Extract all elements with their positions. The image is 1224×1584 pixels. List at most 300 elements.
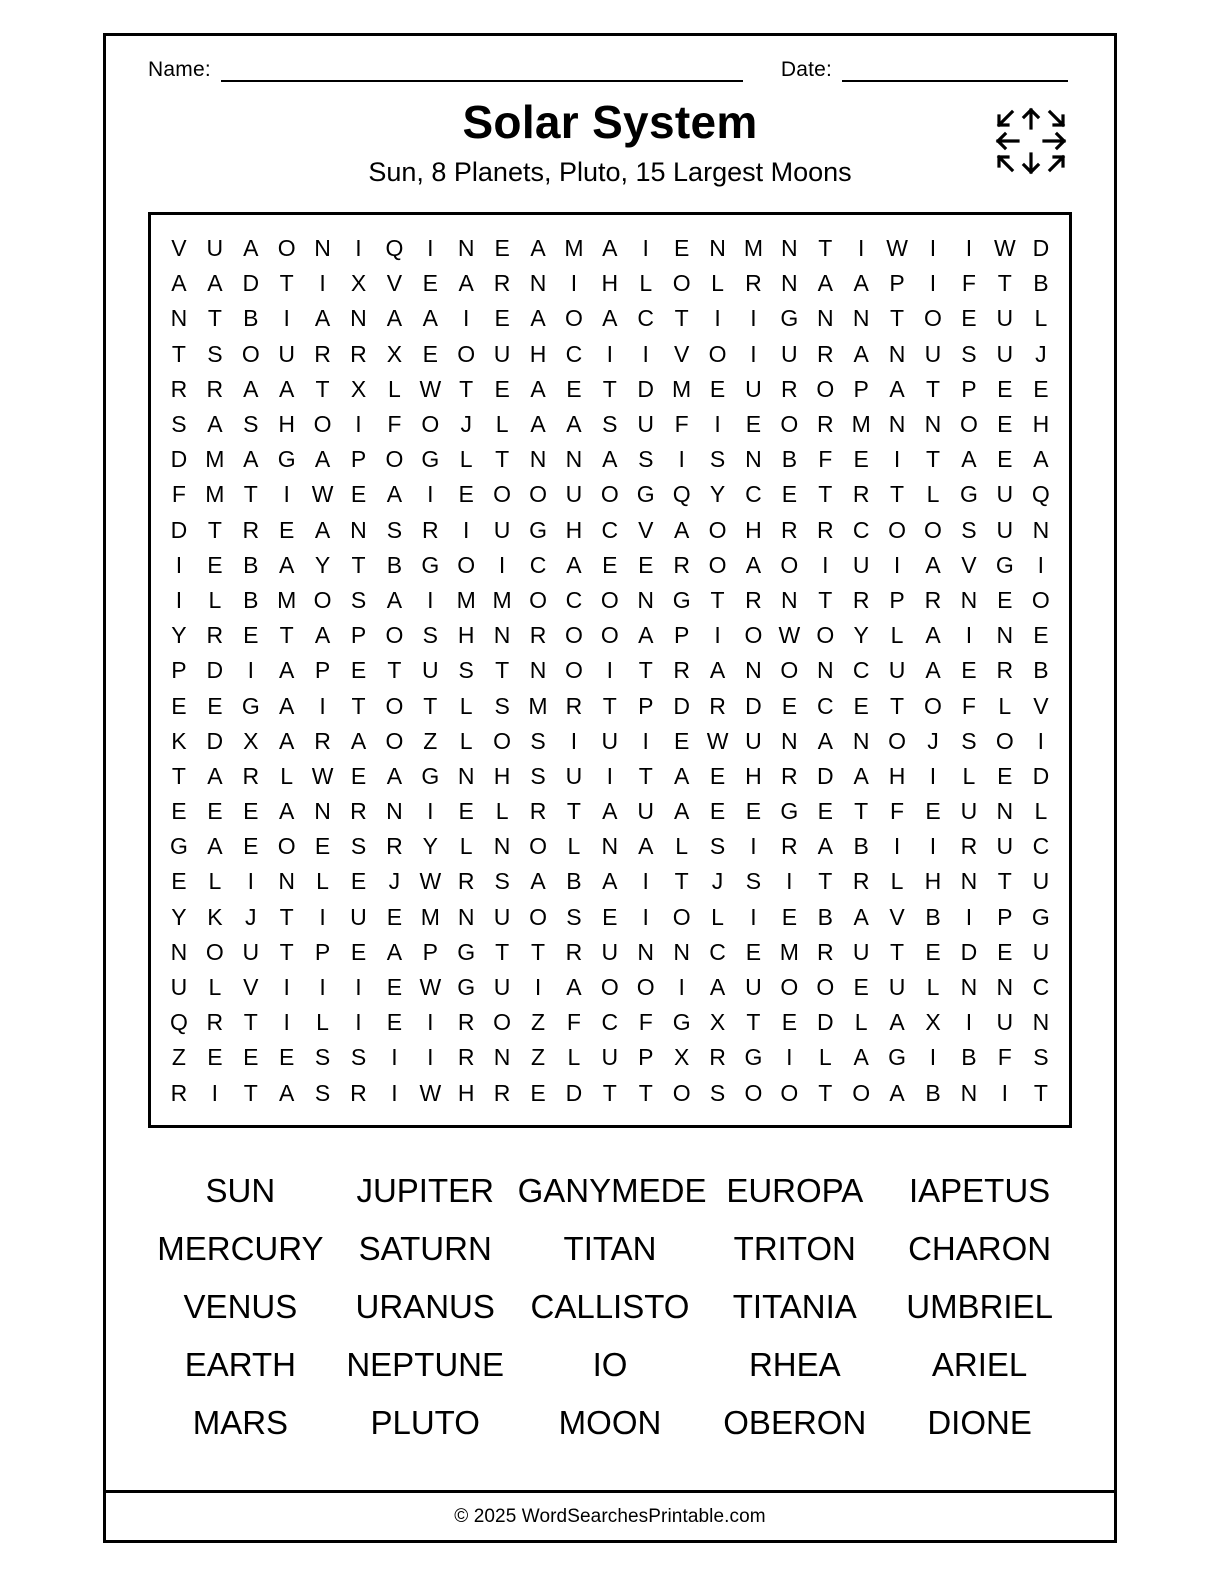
letter-cell[interactable]: E	[1033, 375, 1049, 402]
word-list-item[interactable]: IAPETUS	[908, 1172, 1051, 1210]
letter-cell[interactable]: F	[638, 1009, 653, 1036]
letter-cell[interactable]: U	[493, 903, 511, 930]
letter-cell[interactable]: A	[279, 657, 295, 684]
letter-cell[interactable]: S	[171, 411, 187, 438]
word-list-item[interactable]: TITAN	[563, 1230, 657, 1268]
letter-cell[interactable]: E	[243, 798, 259, 825]
letter-cell[interactable]: E	[925, 798, 941, 825]
letter-cell[interactable]: B	[386, 551, 403, 578]
word-list-item[interactable]: SUN	[205, 1172, 276, 1210]
letter-cell[interactable]: E	[745, 411, 762, 438]
letter-cell[interactable]: I	[642, 903, 649, 930]
letter-cell[interactable]: A	[817, 833, 833, 860]
letter-cell[interactable]: R	[493, 270, 511, 297]
letter-cell[interactable]: P	[638, 1044, 654, 1071]
letter-cell[interactable]: O	[780, 411, 799, 438]
letter-cell[interactable]: I	[283, 974, 290, 1001]
letter-cell[interactable]: A	[422, 305, 438, 332]
letter-cell[interactable]: T	[243, 1009, 258, 1036]
letter-cell[interactable]: S	[638, 446, 654, 473]
letter-cell[interactable]: O	[852, 1079, 871, 1106]
letter-cell[interactable]: N	[745, 657, 762, 684]
letter-cell[interactable]: R	[170, 375, 188, 402]
letter-cell[interactable]: G	[672, 586, 691, 613]
letter-cell[interactable]: U	[745, 375, 762, 402]
letter-cell[interactable]: O	[493, 481, 512, 508]
letter-cell[interactable]: R	[816, 411, 834, 438]
letter-cell[interactable]: A	[853, 270, 869, 297]
letter-cell[interactable]: I	[283, 1009, 290, 1036]
letter-cell[interactable]: Y	[171, 903, 187, 930]
letter-cell[interactable]: L	[998, 692, 1012, 719]
letter-cell[interactable]: A	[243, 375, 259, 402]
letter-cell[interactable]: T	[746, 1009, 761, 1036]
letter-cell[interactable]: H	[888, 762, 906, 789]
letter-cell[interactable]: I	[391, 1044, 398, 1071]
letter-cell[interactable]: I	[534, 974, 542, 1001]
letter-cell[interactable]: T	[818, 235, 833, 262]
letter-cell[interactable]: P	[422, 938, 438, 965]
letter-cell[interactable]: T	[638, 657, 653, 684]
letter-cell[interactable]: I	[355, 235, 362, 262]
letter-cell[interactable]: C	[816, 692, 834, 719]
letter-cell[interactable]: A	[207, 833, 223, 860]
letter-cell[interactable]: S	[494, 692, 510, 719]
letter-cell[interactable]: A	[530, 411, 546, 438]
letter-cell[interactable]: A	[638, 622, 654, 649]
letter-cell[interactable]: O	[672, 903, 691, 930]
letter-cell[interactable]: C	[1032, 974, 1050, 1001]
letter-cell[interactable]: T	[602, 692, 617, 719]
letter-cell[interactable]: I	[319, 692, 326, 719]
letter-cell[interactable]: N	[1032, 516, 1050, 543]
letter-cell[interactable]: O	[313, 411, 332, 438]
letter-cell[interactable]: Q	[385, 235, 404, 262]
letter-cell[interactable]: A	[853, 1044, 869, 1071]
letter-cell[interactable]: O	[457, 551, 476, 578]
letter-cell[interactable]: U	[888, 657, 906, 684]
letter-cell[interactable]: Z	[423, 727, 438, 754]
letter-cell[interactable]: B	[961, 1044, 977, 1071]
letter-cell[interactable]: L	[495, 411, 509, 438]
letter-cell[interactable]: E	[458, 798, 474, 825]
letter-cell[interactable]: U	[1032, 868, 1050, 895]
letter-cell[interactable]: M	[851, 411, 871, 438]
letter-cell[interactable]: P	[889, 586, 905, 613]
letter-cell[interactable]: L	[962, 762, 976, 789]
letter-cell[interactable]: E	[422, 270, 438, 297]
letter-cell[interactable]: E	[925, 938, 941, 965]
letter-cell[interactable]: T	[243, 481, 258, 508]
letter-cell[interactable]: C	[852, 657, 870, 684]
letter-cell[interactable]: G	[277, 446, 296, 473]
letter-cell[interactable]: E	[997, 586, 1013, 613]
word-list-item[interactable]: NEPTUNE	[346, 1346, 505, 1384]
letter-cell[interactable]: J	[460, 411, 472, 438]
letter-cell[interactable]: F	[818, 446, 833, 473]
letter-cell[interactable]: O	[816, 375, 835, 402]
letter-cell[interactable]: G	[672, 1009, 691, 1036]
letter-cell[interactable]: A	[243, 446, 259, 473]
letter-cell[interactable]: R	[816, 340, 834, 367]
word-list-item[interactable]: UMBRIEL	[906, 1288, 1053, 1326]
letter-cell[interactable]: E	[386, 974, 403, 1001]
letter-cell[interactable]: E	[961, 305, 977, 332]
letter-cell[interactable]: A	[350, 727, 367, 754]
letter-cell[interactable]: O	[529, 586, 547, 613]
letter-cell[interactable]: L	[926, 481, 940, 508]
letter-cell[interactable]: T	[925, 446, 941, 473]
letter-cell[interactable]: C	[601, 1009, 619, 1036]
letter-cell[interactable]: I	[965, 1009, 973, 1036]
letter-cell[interactable]: I	[606, 762, 614, 789]
letter-cell[interactable]: A	[207, 762, 223, 789]
letter-cell[interactable]: I	[714, 411, 721, 438]
letter-cell[interactable]: P	[889, 270, 905, 297]
letter-cell[interactable]: E	[207, 551, 223, 578]
letter-cell[interactable]: U	[493, 974, 511, 1001]
letter-cell[interactable]: E	[494, 305, 510, 332]
letter-cell[interactable]: S	[350, 586, 367, 613]
letter-cell[interactable]: W	[419, 868, 442, 895]
letter-cell[interactable]: F	[890, 798, 905, 825]
letter-cell[interactable]: I	[391, 1079, 398, 1106]
letter-cell[interactable]: O	[924, 692, 942, 719]
letter-cell[interactable]: X	[386, 340, 403, 367]
letter-cell[interactable]: N	[529, 657, 547, 684]
letter-cell[interactable]: M	[743, 235, 764, 262]
letter-cell[interactable]: X	[350, 270, 367, 297]
letter-cell[interactable]: X	[709, 1009, 726, 1036]
letter-cell[interactable]: O	[995, 727, 1014, 754]
letter-cell[interactable]: U	[852, 551, 870, 578]
word-list-item[interactable]: RHEA	[748, 1346, 841, 1384]
letter-cell[interactable]: H	[457, 1079, 475, 1106]
letter-cell[interactable]: A	[602, 446, 618, 473]
letter-cell[interactable]: C	[745, 481, 762, 508]
letter-cell[interactable]: E	[386, 1009, 403, 1036]
letter-cell[interactable]: E	[709, 762, 726, 789]
letter-cell[interactable]: L	[890, 868, 904, 895]
letter-cell[interactable]: I	[929, 270, 937, 297]
letter-cell[interactable]: A	[386, 938, 403, 965]
letter-cell[interactable]: O	[816, 622, 835, 649]
letter-cell[interactable]: A	[279, 692, 295, 719]
letter-cell[interactable]: L	[567, 833, 581, 860]
word-list-item[interactable]: URANUS	[355, 1288, 495, 1326]
word-list-item[interactable]: JUPITER	[356, 1172, 494, 1210]
letter-cell[interactable]: T	[997, 270, 1012, 297]
letter-cell[interactable]: N	[816, 305, 834, 332]
letter-cell[interactable]: U	[565, 762, 583, 789]
letter-cell[interactable]: C	[852, 516, 870, 543]
letter-cell[interactable]: E	[638, 551, 654, 578]
letter-cell[interactable]: U	[745, 727, 762, 754]
letter-cell[interactable]: O	[564, 305, 583, 332]
letter-cell[interactable]: B	[1033, 657, 1049, 684]
letter-cell[interactable]: O	[708, 340, 727, 367]
letter-cell[interactable]: W	[419, 375, 442, 402]
letter-cell[interactable]: H	[278, 411, 295, 438]
letter-cell[interactable]: N	[960, 868, 978, 895]
letter-cell[interactable]: R	[709, 1044, 726, 1071]
letter-cell[interactable]: Z	[530, 1009, 546, 1036]
letter-cell[interactable]: R	[421, 516, 439, 543]
letter-cell[interactable]: A	[602, 305, 618, 332]
letter-cell[interactable]: T	[638, 1079, 653, 1106]
letter-cell[interactable]: V	[1033, 692, 1049, 719]
letter-cell[interactable]: O	[780, 1079, 799, 1106]
letter-cell[interactable]: W	[419, 974, 442, 1001]
letter-cell[interactable]: I	[319, 270, 326, 297]
letter-cell[interactable]: V	[243, 974, 259, 1001]
word-list-item[interactable]: PLUTO	[370, 1404, 480, 1442]
letter-cell[interactable]: G	[780, 305, 799, 332]
letter-cell[interactable]: I	[750, 340, 757, 367]
letter-cell[interactable]: N	[457, 762, 475, 789]
letter-cell[interactable]: R	[386, 833, 403, 860]
letter-cell[interactable]: A	[673, 516, 690, 543]
letter-cell[interactable]: G	[959, 481, 978, 508]
letter-cell[interactable]: T	[997, 868, 1012, 895]
letter-cell[interactable]: E	[494, 235, 510, 262]
letter-cell[interactable]: K	[207, 903, 223, 930]
letter-cell[interactable]: G	[888, 1044, 907, 1071]
letter-cell[interactable]: N	[960, 1079, 978, 1106]
letter-cell[interactable]: O	[457, 340, 476, 367]
letter-cell[interactable]: P	[350, 446, 367, 473]
letter-cell[interactable]: Y	[314, 551, 331, 578]
letter-cell[interactable]: Q	[170, 1009, 188, 1036]
letter-cell[interactable]: R	[314, 727, 331, 754]
letter-cell[interactable]: F	[171, 481, 186, 508]
letter-cell[interactable]: E	[386, 903, 403, 930]
letter-cell[interactable]: O	[1031, 586, 1050, 613]
letter-cell[interactable]: R	[816, 516, 834, 543]
letter-cell[interactable]: G	[421, 446, 440, 473]
letter-cell[interactable]: S	[422, 622, 438, 649]
letter-cell[interactable]: T	[279, 903, 294, 930]
letter-cell[interactable]: Y	[709, 481, 726, 508]
letter-cell[interactable]: O	[600, 481, 619, 508]
letter-cell[interactable]: L	[1034, 305, 1048, 332]
letter-cell[interactable]: P	[853, 375, 869, 402]
letter-cell[interactable]: N	[637, 938, 655, 965]
letter-cell[interactable]: A	[817, 270, 833, 297]
letter-cell[interactable]: N	[781, 727, 798, 754]
letter-cell[interactable]: T	[818, 481, 833, 508]
letter-cell[interactable]: E	[853, 974, 869, 1001]
letter-cell[interactable]: E	[314, 833, 331, 860]
letter-cell[interactable]: L	[639, 270, 653, 297]
letter-cell[interactable]: L	[495, 798, 509, 825]
letter-cell[interactable]: A	[171, 270, 187, 297]
letter-cell[interactable]: E	[997, 375, 1013, 402]
letter-cell[interactable]: W	[311, 481, 334, 508]
letter-cell[interactable]: L	[567, 1044, 581, 1071]
letter-cell[interactable]: I	[355, 1009, 362, 1036]
letter-cell[interactable]: E	[745, 938, 762, 965]
letter-cell[interactable]: N	[852, 305, 870, 332]
letter-cell[interactable]: R	[350, 1079, 367, 1106]
letter-cell[interactable]: O	[636, 974, 655, 1001]
letter-cell[interactable]: L	[208, 586, 222, 613]
letter-cell[interactable]: M	[420, 903, 440, 930]
letter-cell[interactable]: E	[207, 798, 223, 825]
letter-cell[interactable]: H	[529, 340, 547, 367]
letter-cell[interactable]: H	[745, 516, 762, 543]
letter-cell[interactable]: N	[314, 798, 331, 825]
letter-cell[interactable]: M	[492, 586, 512, 613]
letter-cell[interactable]: N	[350, 516, 367, 543]
letter-cell[interactable]: R	[350, 340, 367, 367]
letter-cell[interactable]: N	[457, 235, 475, 262]
letter-cell[interactable]: I	[498, 551, 506, 578]
letter-cell[interactable]: O	[385, 622, 404, 649]
letter-cell[interactable]: U	[1032, 938, 1050, 965]
letter-cell[interactable]: E	[745, 798, 762, 825]
letter-cell[interactable]: R	[852, 868, 870, 895]
letter-cell[interactable]: T	[459, 375, 474, 402]
letter-cell[interactable]: N	[1032, 1009, 1050, 1036]
letter-cell[interactable]: L	[459, 446, 473, 473]
letter-cell[interactable]: C	[1032, 833, 1050, 860]
letter-cell[interactable]: I	[750, 833, 757, 860]
letter-cell[interactable]: S	[961, 727, 977, 754]
letter-cell[interactable]: U	[924, 340, 942, 367]
letter-cell[interactable]: U	[996, 340, 1014, 367]
letter-cell[interactable]: R	[457, 868, 475, 895]
letter-cell[interactable]: R	[781, 762, 798, 789]
letter-cell[interactable]: D	[242, 270, 260, 297]
letter-cell[interactable]: S	[458, 657, 474, 684]
letter-cell[interactable]: L	[387, 375, 401, 402]
letter-cell[interactable]: E	[673, 235, 690, 262]
letter-cell[interactable]: E	[458, 481, 474, 508]
letter-cell[interactable]: T	[638, 762, 653, 789]
letter-cell[interactable]: I	[642, 235, 649, 262]
letter-cell[interactable]: S	[243, 411, 259, 438]
letter-cell[interactable]: I	[175, 551, 183, 578]
letter-cell[interactable]: U	[493, 340, 511, 367]
word-list-item[interactable]: CALLISTO	[530, 1288, 690, 1326]
letter-cell[interactable]: E	[817, 798, 833, 825]
letter-cell[interactable]: I	[893, 833, 901, 860]
letter-cell[interactable]: S	[530, 727, 546, 754]
letter-cell[interactable]: J	[245, 903, 257, 930]
letter-cell[interactable]: O	[816, 974, 835, 1001]
letter-cell[interactable]: Y	[171, 622, 187, 649]
letter-cell[interactable]: U	[888, 974, 906, 1001]
letter-cell[interactable]: T	[1033, 1079, 1048, 1106]
letter-cell[interactable]: V	[673, 340, 690, 367]
letter-cell[interactable]: R	[350, 798, 367, 825]
word-list-item[interactable]: TITANIA	[732, 1288, 857, 1326]
letter-cell[interactable]: G	[744, 1044, 763, 1071]
letter-cell[interactable]: U	[601, 727, 619, 754]
letter-cell[interactable]: J	[388, 868, 401, 895]
letter-cell[interactable]: I	[463, 516, 470, 543]
letter-cell[interactable]: I	[175, 586, 183, 613]
letter-cell[interactable]: C	[601, 516, 619, 543]
letter-cell[interactable]: C	[709, 938, 726, 965]
word-list-item[interactable]: TRITON	[733, 1230, 856, 1268]
letter-cell[interactable]: H	[493, 762, 511, 789]
letter-cell[interactable]: B	[243, 305, 259, 332]
letter-cell[interactable]: T	[818, 586, 833, 613]
letter-cell[interactable]: M	[277, 586, 297, 613]
letter-cell[interactable]: S	[745, 868, 762, 895]
letter-cell[interactable]: W	[706, 727, 729, 754]
letter-cell[interactable]: B	[243, 551, 259, 578]
letter-cell[interactable]: A	[386, 305, 403, 332]
letter-cell[interactable]: O	[924, 516, 942, 543]
letter-cell[interactable]: O	[277, 235, 296, 262]
letter-cell[interactable]: I	[1001, 1079, 1008, 1106]
letter-cell[interactable]: U	[242, 938, 260, 965]
letter-cell[interactable]: I	[427, 1044, 434, 1071]
letter-cell[interactable]: T	[602, 375, 617, 402]
letter-cell[interactable]: P	[961, 375, 977, 402]
letter-cell[interactable]: E	[1033, 622, 1049, 649]
letter-cell[interactable]: U	[493, 516, 511, 543]
letter-cell[interactable]: A	[889, 1079, 905, 1106]
letter-cell[interactable]: E	[961, 657, 977, 684]
letter-cell[interactable]: I	[678, 974, 685, 1001]
letter-cell[interactable]: I	[283, 305, 290, 332]
letter-cell[interactable]: F	[674, 411, 689, 438]
letter-cell[interactable]: I	[642, 727, 649, 754]
letter-cell[interactable]: I	[714, 622, 721, 649]
letter-cell[interactable]: T	[495, 446, 510, 473]
letter-cell[interactable]: A	[314, 446, 331, 473]
letter-cell[interactable]: P	[171, 657, 187, 684]
letter-cell[interactable]: L	[208, 974, 222, 1001]
letter-cell[interactable]: R	[709, 692, 726, 719]
letter-cell[interactable]: L	[854, 1009, 868, 1036]
letter-cell[interactable]: A	[530, 235, 546, 262]
letter-cell[interactable]: C	[565, 340, 583, 367]
letter-cell[interactable]: R	[745, 270, 762, 297]
word-list-item[interactable]: DIONE	[927, 1404, 1032, 1442]
letter-cell[interactable]: A	[530, 868, 546, 895]
letter-cell[interactable]: A	[961, 446, 977, 473]
letter-cell[interactable]: M	[205, 446, 225, 473]
letter-cell[interactable]: I	[427, 1009, 434, 1036]
letter-cell[interactable]: R	[565, 692, 583, 719]
letter-cell[interactable]: O	[744, 622, 763, 649]
letter-cell[interactable]: I	[965, 903, 973, 930]
letter-cell[interactable]: T	[495, 938, 510, 965]
letter-cell[interactable]: E	[350, 762, 367, 789]
letter-cell[interactable]: E	[243, 622, 259, 649]
letter-cell[interactable]: U	[996, 1009, 1014, 1036]
letter-cell[interactable]: E	[207, 692, 223, 719]
letter-cell[interactable]: U	[170, 974, 188, 1001]
letter-cell[interactable]: E	[853, 446, 869, 473]
letter-cell[interactable]: I	[427, 481, 434, 508]
word-list-item[interactable]: MOON	[558, 1404, 662, 1442]
letter-cell[interactable]: U	[852, 938, 870, 965]
letter-cell[interactable]: R	[242, 762, 260, 789]
letter-cell[interactable]: I	[319, 974, 326, 1001]
letter-cell[interactable]: R	[529, 622, 547, 649]
letter-cell[interactable]: O	[529, 903, 547, 930]
letter-cell[interactable]: K	[171, 727, 187, 754]
letter-cell[interactable]: H	[565, 516, 583, 543]
letter-cell[interactable]: A	[279, 1079, 295, 1106]
letter-cell[interactable]: A	[566, 411, 582, 438]
